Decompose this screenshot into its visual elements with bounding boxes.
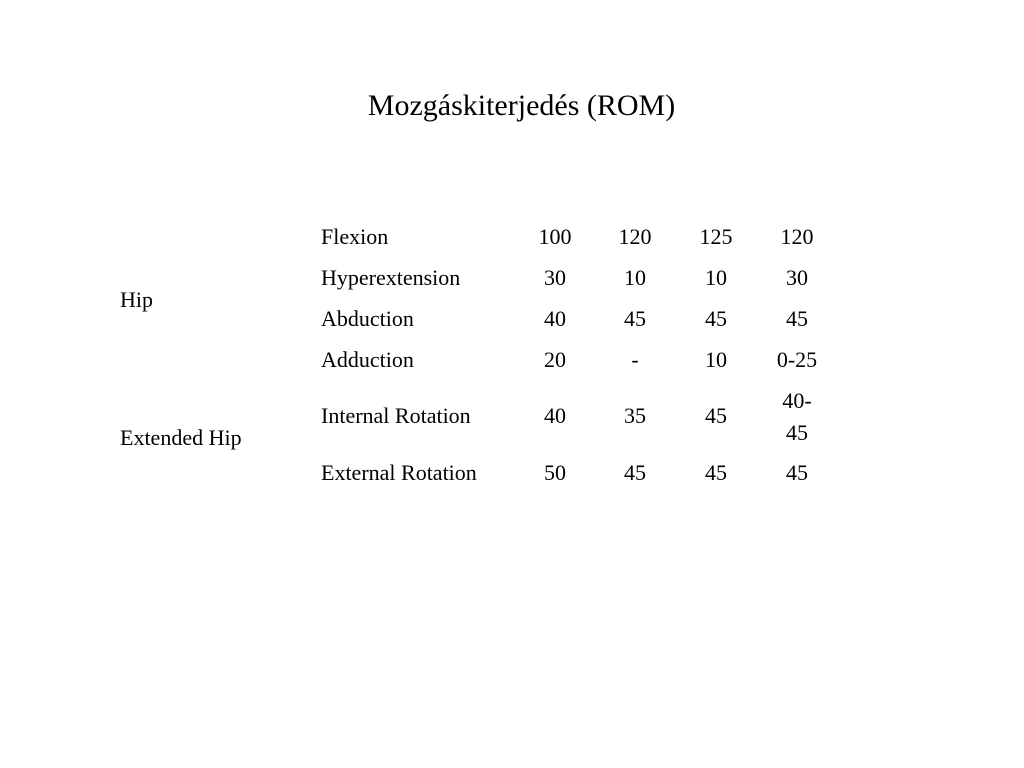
motion-label: Abduction xyxy=(321,306,414,331)
group-label-extended-hip: Extended Hip xyxy=(120,425,242,450)
motion-label: Flexion xyxy=(321,224,389,249)
value-cell: 100 xyxy=(538,224,572,249)
page-title: Mozgáskiterjedés (ROM) xyxy=(367,89,676,122)
motion-label: Hyperextension xyxy=(321,265,461,290)
value-cell: 10 xyxy=(705,347,727,372)
value-cell: 45 xyxy=(705,306,727,331)
value-cell: 10 xyxy=(705,265,727,290)
value-cell: 120 xyxy=(780,224,814,249)
value-cell: 30 xyxy=(786,265,808,290)
value-cell: 20 xyxy=(544,347,566,372)
value-cell: 45 xyxy=(705,460,727,485)
value-cell-line: 40- xyxy=(782,388,812,413)
value-cell: 50 xyxy=(544,460,566,485)
group-label-hip: Hip xyxy=(120,287,153,312)
value-cell: 120 xyxy=(618,224,652,249)
value-cell: 45 xyxy=(624,306,646,331)
value-cell xyxy=(767,385,827,449)
motion-label: Adduction xyxy=(321,347,414,372)
value-cell: 45 xyxy=(786,306,808,331)
value-cell: 40 xyxy=(544,403,566,428)
value-cell: 45 xyxy=(705,403,727,428)
value-cell: 35 xyxy=(624,403,646,428)
value-cell: 45 xyxy=(786,460,808,485)
value-cell: - xyxy=(631,347,639,372)
value-cell: 30 xyxy=(544,265,566,290)
motion-label: External Rotation xyxy=(321,460,477,485)
value-cell: 0-25 xyxy=(776,347,818,372)
value-cell: 10 xyxy=(624,265,646,290)
value-cell: 125 xyxy=(699,224,733,249)
value-cell-line: 45 xyxy=(786,420,808,445)
motion-label: Internal Rotation xyxy=(321,403,471,428)
value-cell: 40 xyxy=(544,306,566,331)
value-cell: 45 xyxy=(624,460,646,485)
